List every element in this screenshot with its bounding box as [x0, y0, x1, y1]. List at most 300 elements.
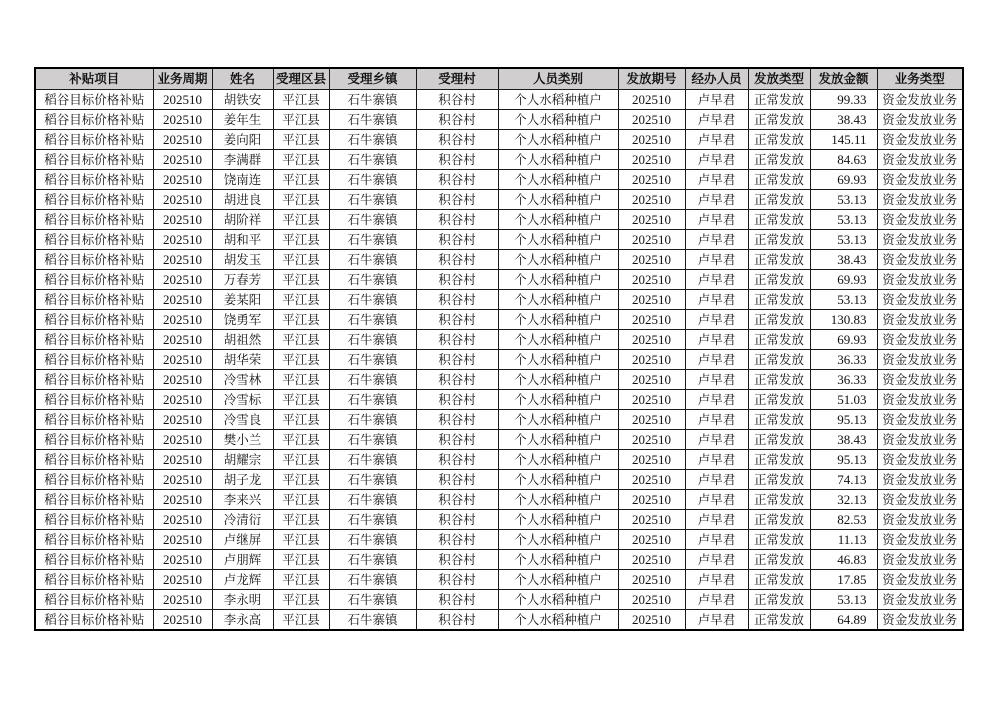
cell-issue-number: 202510: [618, 450, 685, 470]
cell-handler: 卢早君: [685, 450, 748, 470]
table-row: [35, 370, 963, 390]
table-body: [35, 90, 963, 631]
column-header-issue-number: 发放期号: [618, 68, 685, 90]
cell-district: 平江县: [273, 590, 329, 610]
cell-township: 石牛寨镇: [329, 470, 416, 490]
table-row: [35, 550, 963, 570]
cell-name: 姜年生: [212, 110, 273, 130]
cell-handler: 卢早君: [685, 150, 748, 170]
cell-person-category: 个人水稻种植户: [498, 290, 618, 310]
table-row: [35, 290, 963, 310]
cell-handler: 卢早君: [685, 430, 748, 450]
cell-business-type: 资金发放业务: [877, 450, 963, 470]
cell-business-period: 202510: [153, 350, 212, 370]
cell-name: 胡和平: [212, 230, 273, 250]
cell-township: 石牛寨镇: [329, 130, 416, 150]
cell-business-period: 202510: [153, 250, 212, 270]
cell-business-period: 202510: [153, 450, 212, 470]
cell-township: 石牛寨镇: [329, 210, 416, 230]
cell-township: 石牛寨镇: [329, 510, 416, 530]
cell-payment-amount: 51.03: [810, 390, 877, 410]
cell-subsidy-item: 稻谷目标价格补贴: [35, 190, 153, 210]
cell-district: 平江县: [273, 310, 329, 330]
cell-person-category: 个人水稻种植户: [498, 190, 618, 210]
cell-payment-amount: 64.89: [810, 610, 877, 631]
cell-business-period: 202510: [153, 550, 212, 570]
cell-handler: 卢早君: [685, 570, 748, 590]
cell-village: 积谷村: [416, 470, 498, 490]
cell-district: 平江县: [273, 110, 329, 130]
cell-handler: 卢早君: [685, 270, 748, 290]
cell-handler: 卢早君: [685, 110, 748, 130]
cell-payment-type: 正常发放: [748, 90, 810, 110]
cell-village: 积谷村: [416, 130, 498, 150]
cell-subsidy-item: 稻谷目标价格补贴: [35, 410, 153, 430]
cell-village: 积谷村: [416, 170, 498, 190]
cell-person-category: 个人水稻种植户: [498, 470, 618, 490]
cell-district: 平江县: [273, 530, 329, 550]
cell-township: 石牛寨镇: [329, 410, 416, 430]
cell-village: 积谷村: [416, 230, 498, 250]
cell-business-type: 资金发放业务: [877, 310, 963, 330]
column-header-payment-type: 发放类型: [748, 68, 810, 90]
cell-business-type: 资金发放业务: [877, 190, 963, 210]
cell-district: 平江县: [273, 350, 329, 370]
cell-business-period: 202510: [153, 190, 212, 210]
cell-person-category: 个人水稻种植户: [498, 570, 618, 590]
cell-person-category: 个人水稻种植户: [498, 310, 618, 330]
cell-payment-amount: 53.13: [810, 230, 877, 250]
cell-business-type: 资金发放业务: [877, 410, 963, 430]
cell-payment-type: 正常发放: [748, 570, 810, 590]
cell-business-type: 资金发放业务: [877, 350, 963, 370]
cell-payment-type: 正常发放: [748, 170, 810, 190]
cell-issue-number: 202510: [618, 270, 685, 290]
cell-township: 石牛寨镇: [329, 570, 416, 590]
cell-district: 平江县: [273, 290, 329, 310]
cell-business-period: 202510: [153, 270, 212, 290]
cell-name: 李满群: [212, 150, 273, 170]
cell-issue-number: 202510: [618, 110, 685, 130]
cell-payment-type: 正常发放: [748, 190, 810, 210]
table-row: [35, 350, 963, 370]
cell-person-category: 个人水稻种植户: [498, 610, 618, 631]
cell-issue-number: 202510: [618, 550, 685, 570]
cell-township: 石牛寨镇: [329, 190, 416, 210]
cell-subsidy-item: 稻谷目标价格补贴: [35, 610, 153, 631]
cell-business-type: 资金发放业务: [877, 390, 963, 410]
cell-village: 积谷村: [416, 510, 498, 530]
column-header-person-category: 人员类别: [498, 68, 618, 90]
cell-handler: 卢早君: [685, 250, 748, 270]
cell-payment-amount: 36.33: [810, 370, 877, 390]
cell-payment-type: 正常发放: [748, 130, 810, 150]
cell-village: 积谷村: [416, 450, 498, 470]
table-row: [35, 570, 963, 590]
cell-business-period: 202510: [153, 230, 212, 250]
cell-village: 积谷村: [416, 310, 498, 330]
cell-township: 石牛寨镇: [329, 590, 416, 610]
cell-subsidy-item: 稻谷目标价格补贴: [35, 330, 153, 350]
cell-district: 平江县: [273, 610, 329, 631]
table-row: [35, 210, 963, 230]
cell-township: 石牛寨镇: [329, 450, 416, 470]
cell-business-type: 资金发放业务: [877, 150, 963, 170]
cell-business-period: 202510: [153, 610, 212, 631]
table-row: [35, 470, 963, 490]
cell-handler: 卢早君: [685, 170, 748, 190]
cell-person-category: 个人水稻种植户: [498, 250, 618, 270]
table-row: [35, 590, 963, 610]
cell-issue-number: 202510: [618, 330, 685, 350]
cell-person-category: 个人水稻种植户: [498, 90, 618, 110]
cell-handler: 卢早君: [685, 350, 748, 370]
cell-issue-number: 202510: [618, 490, 685, 510]
cell-district: 平江县: [273, 570, 329, 590]
cell-township: 石牛寨镇: [329, 390, 416, 410]
cell-village: 积谷村: [416, 490, 498, 510]
cell-handler: 卢早君: [685, 210, 748, 230]
cell-village: 积谷村: [416, 290, 498, 310]
cell-subsidy-item: 稻谷目标价格补贴: [35, 230, 153, 250]
cell-issue-number: 202510: [618, 430, 685, 450]
cell-village: 积谷村: [416, 550, 498, 570]
cell-issue-number: 202510: [618, 90, 685, 110]
cell-village: 积谷村: [416, 150, 498, 170]
cell-township: 石牛寨镇: [329, 530, 416, 550]
table-row: [35, 490, 963, 510]
cell-business-type: 资金发放业务: [877, 110, 963, 130]
cell-issue-number: 202510: [618, 370, 685, 390]
cell-name: 胡耀宗: [212, 450, 273, 470]
table-row: [35, 250, 963, 270]
cell-issue-number: 202510: [618, 410, 685, 430]
cell-subsidy-item: 稻谷目标价格补贴: [35, 210, 153, 230]
cell-business-type: 资金发放业务: [877, 230, 963, 250]
column-header-handler: 经办人员: [685, 68, 748, 90]
cell-payment-amount: 82.53: [810, 510, 877, 530]
cell-village: 积谷村: [416, 430, 498, 450]
table-row: [35, 170, 963, 190]
cell-business-period: 202510: [153, 290, 212, 310]
cell-business-period: 202510: [153, 430, 212, 450]
cell-name: 冷雪标: [212, 390, 273, 410]
cell-business-type: 资金发放业务: [877, 550, 963, 570]
cell-village: 积谷村: [416, 210, 498, 230]
cell-village: 积谷村: [416, 110, 498, 130]
table-row: [35, 330, 963, 350]
cell-handler: 卢早君: [685, 490, 748, 510]
cell-payment-type: 正常发放: [748, 270, 810, 290]
cell-name: 卢龙辉: [212, 570, 273, 590]
cell-issue-number: 202510: [618, 470, 685, 490]
cell-subsidy-item: 稻谷目标价格补贴: [35, 310, 153, 330]
cell-district: 平江县: [273, 450, 329, 470]
cell-subsidy-item: 稻谷目标价格补贴: [35, 250, 153, 270]
cell-district: 平江县: [273, 150, 329, 170]
cell-business-period: 202510: [153, 570, 212, 590]
table-row: [35, 230, 963, 250]
cell-person-category: 个人水稻种植户: [498, 110, 618, 130]
cell-payment-type: 正常发放: [748, 530, 810, 550]
cell-person-category: 个人水稻种植户: [498, 450, 618, 470]
cell-issue-number: 202510: [618, 130, 685, 150]
table-row: [35, 510, 963, 530]
table-row: [35, 430, 963, 450]
cell-township: 石牛寨镇: [329, 250, 416, 270]
cell-person-category: 个人水稻种植户: [498, 510, 618, 530]
cell-payment-amount: 53.13: [810, 190, 877, 210]
cell-handler: 卢早君: [685, 550, 748, 570]
cell-payment-type: 正常发放: [748, 350, 810, 370]
cell-township: 石牛寨镇: [329, 610, 416, 631]
table-row: [35, 390, 963, 410]
cell-name: 卢朋辉: [212, 550, 273, 570]
cell-business-period: 202510: [153, 310, 212, 330]
table-row: [35, 610, 963, 631]
cell-district: 平江县: [273, 390, 329, 410]
cell-name: 李来兴: [212, 490, 273, 510]
cell-township: 石牛寨镇: [329, 270, 416, 290]
cell-issue-number: 202510: [618, 310, 685, 330]
cell-business-type: 资金发放业务: [877, 530, 963, 550]
cell-person-category: 个人水稻种植户: [498, 230, 618, 250]
cell-issue-number: 202510: [618, 230, 685, 250]
cell-township: 石牛寨镇: [329, 170, 416, 190]
cell-payment-amount: 95.13: [810, 410, 877, 430]
cell-subsidy-item: 稻谷目标价格补贴: [35, 110, 153, 130]
cell-payment-amount: 95.13: [810, 450, 877, 470]
cell-issue-number: 202510: [618, 170, 685, 190]
cell-business-type: 资金发放业务: [877, 510, 963, 530]
cell-subsidy-item: 稻谷目标价格补贴: [35, 150, 153, 170]
cell-person-category: 个人水稻种植户: [498, 150, 618, 170]
cell-handler: 卢早君: [685, 130, 748, 150]
cell-payment-type: 正常发放: [748, 230, 810, 250]
cell-person-category: 个人水稻种植户: [498, 490, 618, 510]
cell-name: 姜向阳: [212, 130, 273, 150]
cell-township: 石牛寨镇: [329, 290, 416, 310]
cell-person-category: 个人水稻种植户: [498, 430, 618, 450]
cell-payment-type: 正常发放: [748, 250, 810, 270]
cell-township: 石牛寨镇: [329, 350, 416, 370]
cell-township: 石牛寨镇: [329, 110, 416, 130]
cell-handler: 卢早君: [685, 190, 748, 210]
cell-subsidy-item: 稻谷目标价格补贴: [35, 490, 153, 510]
cell-handler: 卢早君: [685, 510, 748, 530]
cell-name: 胡铁安: [212, 90, 273, 110]
cell-issue-number: 202510: [618, 290, 685, 310]
cell-payment-amount: 99.33: [810, 90, 877, 110]
cell-payment-type: 正常发放: [748, 370, 810, 390]
cell-payment-type: 正常发放: [748, 410, 810, 430]
cell-subsidy-item: 稻谷目标价格补贴: [35, 90, 153, 110]
cell-payment-amount: 36.33: [810, 350, 877, 370]
cell-person-category: 个人水稻种植户: [498, 550, 618, 570]
table-row: [35, 310, 963, 330]
cell-business-type: 资金发放业务: [877, 210, 963, 230]
table-header-row: [35, 68, 963, 90]
cell-business-period: 202510: [153, 110, 212, 130]
cell-township: 石牛寨镇: [329, 370, 416, 390]
cell-village: 积谷村: [416, 370, 498, 390]
cell-handler: 卢早君: [685, 470, 748, 490]
cell-district: 平江县: [273, 430, 329, 450]
cell-village: 积谷村: [416, 250, 498, 270]
table-row: [35, 270, 963, 290]
cell-district: 平江县: [273, 210, 329, 230]
cell-payment-amount: 69.93: [810, 270, 877, 290]
column-header-business-type: 业务类型: [877, 68, 963, 90]
cell-village: 积谷村: [416, 530, 498, 550]
cell-business-type: 资金发放业务: [877, 490, 963, 510]
cell-payment-type: 正常发放: [748, 210, 810, 230]
cell-payment-type: 正常发放: [748, 470, 810, 490]
cell-subsidy-item: 稻谷目标价格补贴: [35, 550, 153, 570]
cell-business-type: 资金发放业务: [877, 290, 963, 310]
cell-payment-type: 正常发放: [748, 450, 810, 470]
cell-township: 石牛寨镇: [329, 430, 416, 450]
cell-issue-number: 202510: [618, 190, 685, 210]
cell-payment-amount: 53.13: [810, 590, 877, 610]
cell-district: 平江县: [273, 510, 329, 530]
cell-business-period: 202510: [153, 130, 212, 150]
cell-name: 胡祖然: [212, 330, 273, 350]
cell-payment-amount: 69.93: [810, 170, 877, 190]
cell-village: 积谷村: [416, 410, 498, 430]
cell-name: 冷雪林: [212, 370, 273, 390]
cell-name: 樊小兰: [212, 430, 273, 450]
cell-issue-number: 202510: [618, 250, 685, 270]
cell-district: 平江县: [273, 470, 329, 490]
cell-handler: 卢早君: [685, 290, 748, 310]
table-row: [35, 190, 963, 210]
cell-township: 石牛寨镇: [329, 90, 416, 110]
cell-district: 平江县: [273, 230, 329, 250]
cell-village: 积谷村: [416, 390, 498, 410]
cell-business-period: 202510: [153, 470, 212, 490]
cell-name: 胡华荣: [212, 350, 273, 370]
cell-name: 冷雪良: [212, 410, 273, 430]
cell-village: 积谷村: [416, 330, 498, 350]
cell-subsidy-item: 稻谷目标价格补贴: [35, 270, 153, 290]
cell-village: 积谷村: [416, 590, 498, 610]
cell-district: 平江县: [273, 550, 329, 570]
cell-business-type: 资金发放业务: [877, 590, 963, 610]
table-row: [35, 410, 963, 430]
cell-payment-type: 正常发放: [748, 390, 810, 410]
cell-business-type: 资金发放业务: [877, 430, 963, 450]
cell-payment-type: 正常发放: [748, 330, 810, 350]
cell-village: 积谷村: [416, 570, 498, 590]
cell-township: 石牛寨镇: [329, 330, 416, 350]
column-header-business-period: 业务周期: [153, 68, 212, 90]
table-row: [35, 110, 963, 130]
cell-issue-number: 202510: [618, 210, 685, 230]
cell-payment-type: 正常发放: [748, 430, 810, 450]
cell-handler: 卢早君: [685, 410, 748, 430]
cell-person-category: 个人水稻种植户: [498, 130, 618, 150]
cell-business-period: 202510: [153, 490, 212, 510]
column-header-name: 姓名: [212, 68, 273, 90]
cell-person-category: 个人水稻种植户: [498, 210, 618, 230]
cell-name: 饶勇军: [212, 310, 273, 330]
cell-payment-type: 正常发放: [748, 290, 810, 310]
cell-subsidy-item: 稻谷目标价格补贴: [35, 530, 153, 550]
cell-name: 姜某阳: [212, 290, 273, 310]
cell-handler: 卢早君: [685, 230, 748, 250]
cell-payment-amount: 84.63: [810, 150, 877, 170]
cell-payment-amount: 11.13: [810, 530, 877, 550]
cell-business-period: 202510: [153, 150, 212, 170]
column-header-village: 受理村: [416, 68, 498, 90]
cell-payment-amount: 69.93: [810, 330, 877, 350]
cell-name: 李永明: [212, 590, 273, 610]
cell-handler: 卢早君: [685, 530, 748, 550]
cell-name: 万春芳: [212, 270, 273, 290]
column-header-subsidy-item: 补贴项目: [35, 68, 153, 90]
cell-business-period: 202510: [153, 370, 212, 390]
cell-issue-number: 202510: [618, 590, 685, 610]
cell-issue-number: 202510: [618, 150, 685, 170]
cell-payment-amount: 74.13: [810, 470, 877, 490]
cell-issue-number: 202510: [618, 570, 685, 590]
cell-township: 石牛寨镇: [329, 230, 416, 250]
cell-handler: 卢早君: [685, 390, 748, 410]
cell-name: 胡进良: [212, 190, 273, 210]
cell-business-type: 资金发放业务: [877, 250, 963, 270]
cell-subsidy-item: 稻谷目标价格补贴: [35, 390, 153, 410]
cell-district: 平江县: [273, 90, 329, 110]
cell-business-type: 资金发放业务: [877, 330, 963, 350]
cell-district: 平江县: [273, 270, 329, 290]
cell-business-type: 资金发放业务: [877, 270, 963, 290]
cell-person-category: 个人水稻种植户: [498, 350, 618, 370]
cell-payment-type: 正常发放: [748, 110, 810, 130]
cell-person-category: 个人水稻种植户: [498, 370, 618, 390]
table-row: [35, 130, 963, 150]
cell-business-type: 资金发放业务: [877, 130, 963, 150]
cell-business-period: 202510: [153, 530, 212, 550]
cell-business-period: 202510: [153, 510, 212, 530]
cell-payment-amount: 53.13: [810, 210, 877, 230]
cell-payment-amount: 46.83: [810, 550, 877, 570]
cell-payment-amount: 53.13: [810, 290, 877, 310]
cell-payment-amount: 32.13: [810, 490, 877, 510]
column-header-district: 受理区县: [273, 68, 329, 90]
cell-name: 胡子龙: [212, 470, 273, 490]
cell-name: 李永高: [212, 610, 273, 631]
cell-person-category: 个人水稻种植户: [498, 330, 618, 350]
cell-handler: 卢早君: [685, 330, 748, 350]
cell-person-category: 个人水稻种植户: [498, 410, 618, 430]
cell-village: 积谷村: [416, 270, 498, 290]
cell-business-type: 资金发放业务: [877, 570, 963, 590]
cell-business-type: 资金发放业务: [877, 170, 963, 190]
cell-payment-type: 正常发放: [748, 550, 810, 570]
cell-district: 平江县: [273, 130, 329, 150]
cell-business-period: 202510: [153, 90, 212, 110]
cell-subsidy-item: 稻谷目标价格补贴: [35, 590, 153, 610]
cell-district: 平江县: [273, 190, 329, 210]
cell-village: 积谷村: [416, 190, 498, 210]
cell-handler: 卢早君: [685, 590, 748, 610]
column-header-payment-amount: 发放金额: [810, 68, 877, 90]
cell-person-category: 个人水稻种植户: [498, 590, 618, 610]
cell-name: 冷清衍: [212, 510, 273, 530]
cell-name: 卢继屏: [212, 530, 273, 550]
cell-township: 石牛寨镇: [329, 150, 416, 170]
